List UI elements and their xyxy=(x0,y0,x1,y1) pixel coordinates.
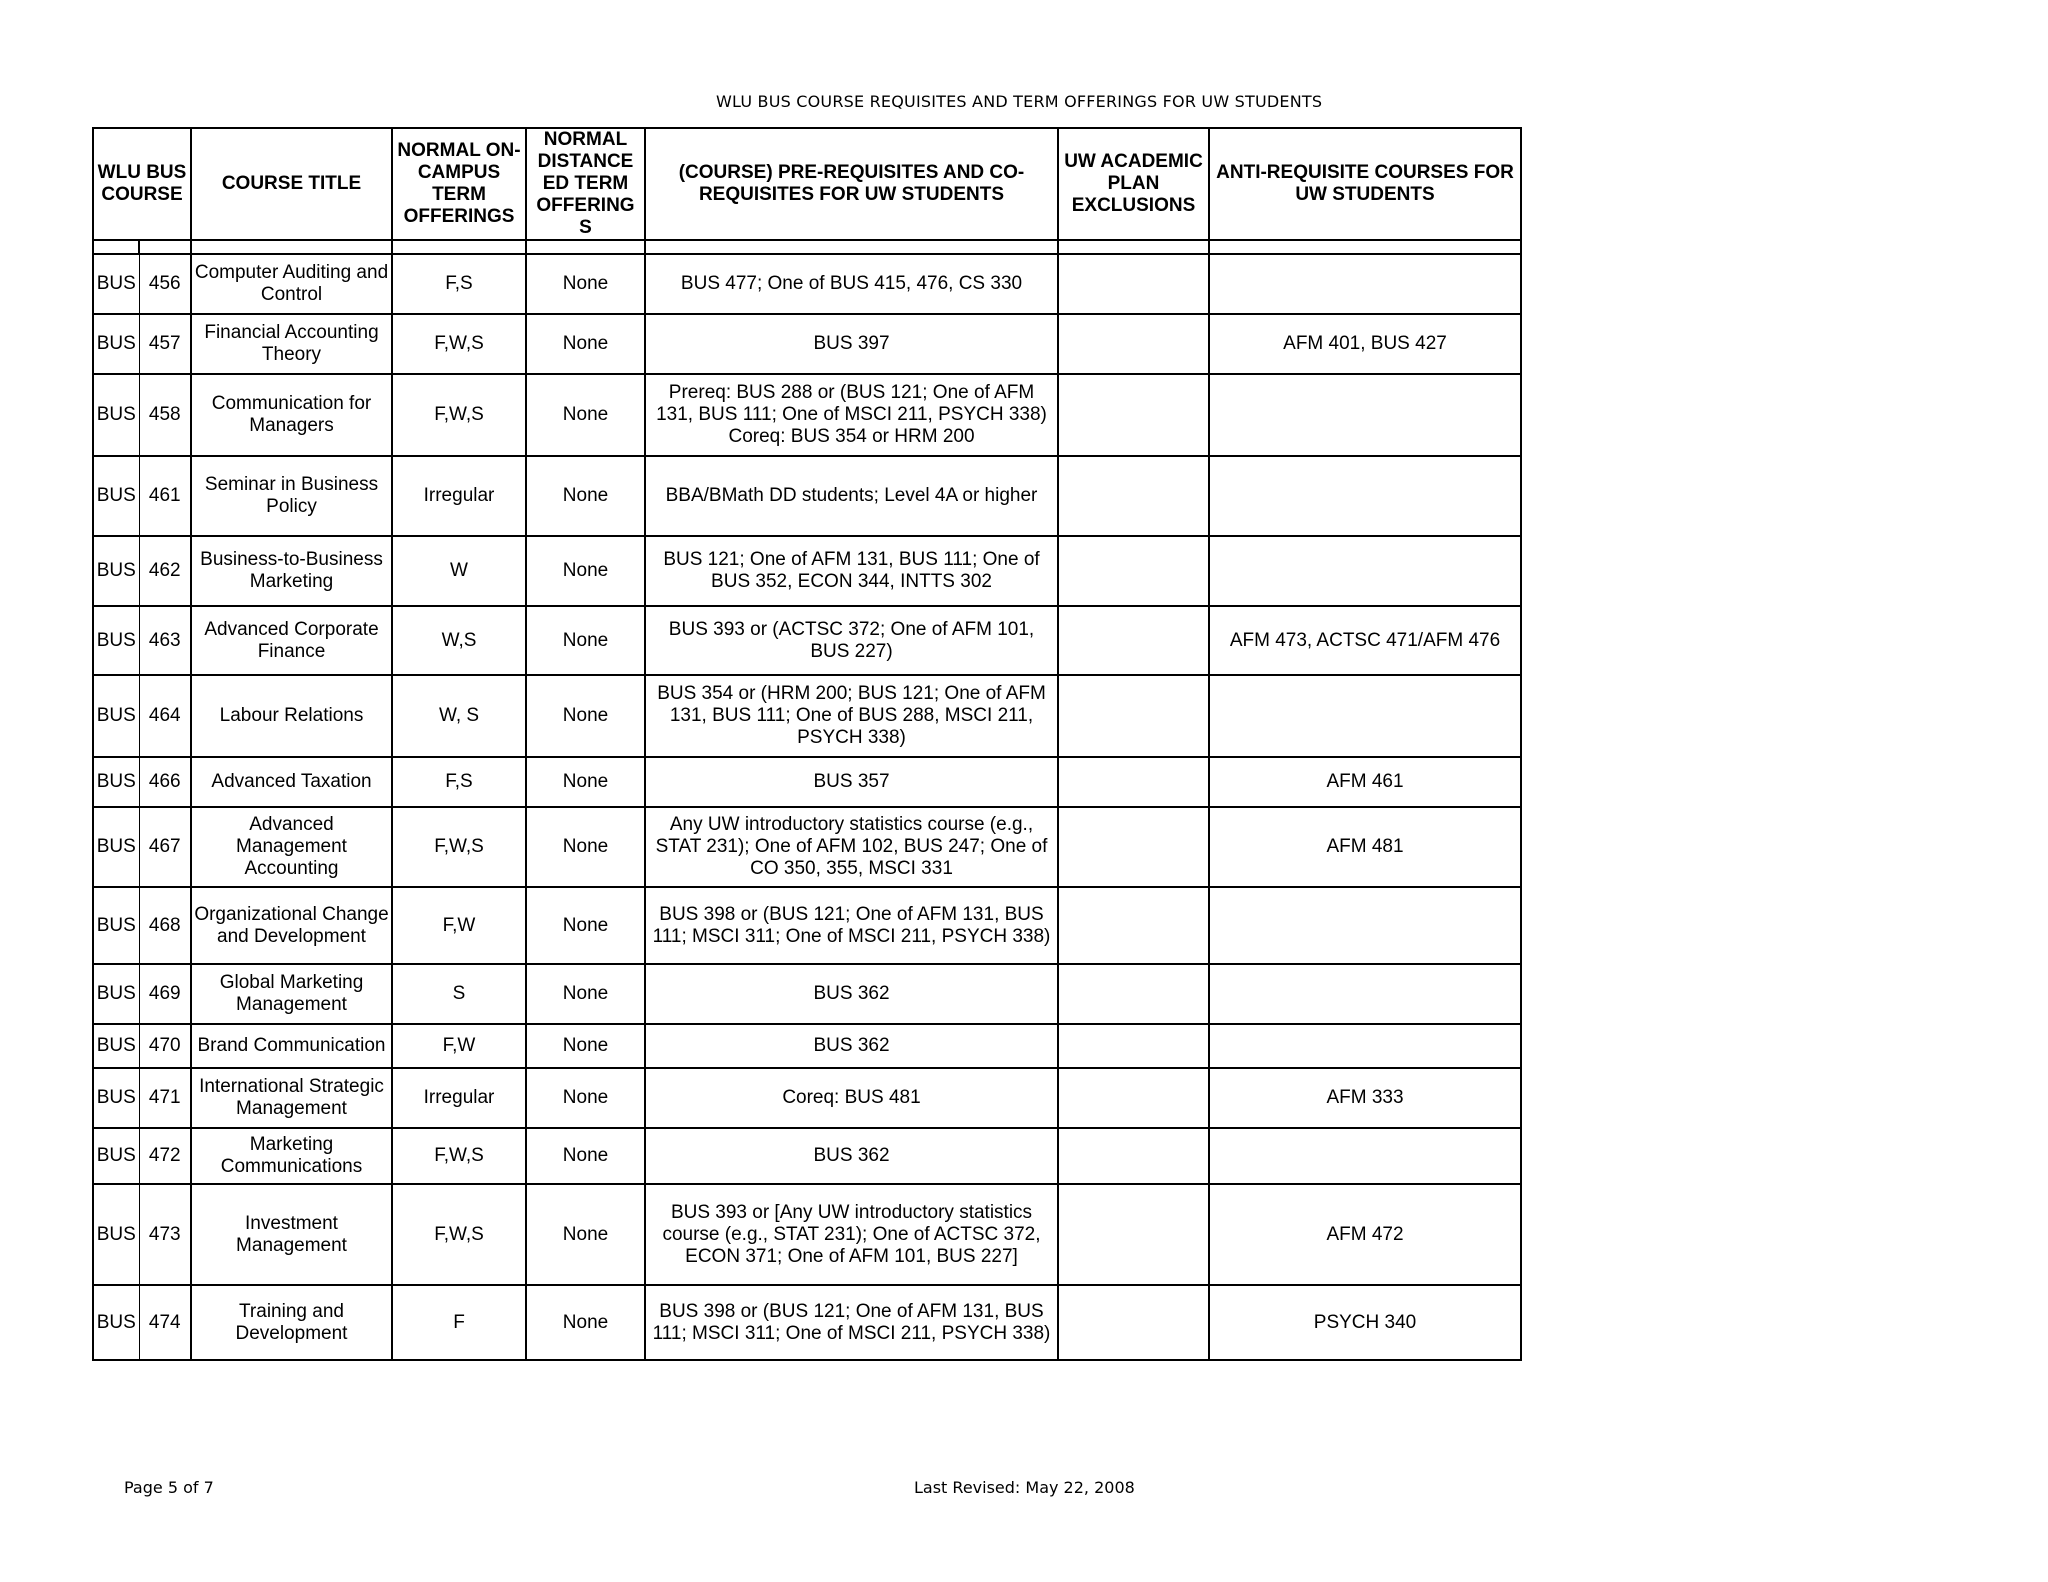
distance-offerings: None xyxy=(526,314,645,374)
header-title: COURSE TITLE xyxy=(191,128,392,240)
course-title: Labour Relations xyxy=(191,675,392,757)
table-row xyxy=(93,1024,1521,1068)
antirequisites xyxy=(1209,675,1521,757)
table-row xyxy=(93,606,1521,675)
prerequisites: Coreq: BUS 481 xyxy=(645,1068,1058,1128)
distance-offerings: None xyxy=(526,536,645,606)
prerequisites: BBA/BMath DD students; Level 4A or higher xyxy=(645,456,1058,536)
plan-exclusions xyxy=(1058,606,1209,675)
course-number: 461 xyxy=(139,456,191,536)
course-subject: BUS xyxy=(93,374,139,456)
prerequisites: BUS 362 xyxy=(645,1024,1058,1068)
plan-exclusions xyxy=(1058,374,1209,456)
spacer-cell xyxy=(93,240,139,254)
prerequisites: BUS 397 xyxy=(645,314,1058,374)
table-row xyxy=(93,757,1521,807)
course-title: Brand Communication xyxy=(191,1024,392,1068)
prerequisites: Prereq: BUS 288 or (BUS 121; One of AFM 131, BUS 111; One of MSCI 211, PSYCH 338) Coreq: BUS 354 or HRM 200 xyxy=(645,374,1058,456)
antirequisites xyxy=(1209,456,1521,536)
antirequisites: AFM 333 xyxy=(1209,1068,1521,1128)
antirequisites: AFM 401, BUS 427 xyxy=(1209,314,1521,374)
oncampus-offerings: S xyxy=(392,964,526,1024)
antirequisites: AFM 472 xyxy=(1209,1184,1521,1285)
header-prereq: (COURSE) PRE-REQUISITES AND CO-REQUISITES FOR UW STUDENTS xyxy=(645,128,1058,240)
distance-offerings: None xyxy=(526,456,645,536)
header-oncampus: NORMAL ON-CAMPUS TERM OFFERINGS xyxy=(392,128,526,240)
antirequisites: AFM 461 xyxy=(1209,757,1521,807)
spacer-cell xyxy=(645,240,1058,254)
plan-exclusions xyxy=(1058,964,1209,1024)
antirequisites xyxy=(1209,374,1521,456)
spacer-cell xyxy=(392,240,526,254)
header-row xyxy=(93,128,1521,240)
oncampus-offerings: F,S xyxy=(392,757,526,807)
distance-offerings: None xyxy=(526,606,645,675)
course-subject: BUS xyxy=(93,456,139,536)
course-subject: BUS xyxy=(93,964,139,1024)
table-row xyxy=(93,1128,1521,1184)
distance-offerings: None xyxy=(526,1024,645,1068)
prerequisites: BUS 121; One of AFM 131, BUS 111; One of BUS 352, ECON 344, INTTS 302 xyxy=(645,536,1058,606)
antirequisites xyxy=(1209,1128,1521,1184)
table-row xyxy=(93,456,1521,536)
plan-exclusions xyxy=(1058,536,1209,606)
course-title: Advanced Management Accounting xyxy=(191,807,392,887)
antirequisites xyxy=(1209,254,1521,314)
header-antireq: ANTI-REQUISITE COURSES FOR UW STUDENTS xyxy=(1209,128,1521,240)
spacer-cell xyxy=(526,240,645,254)
plan-exclusions xyxy=(1058,1184,1209,1285)
oncampus-offerings: F,W,S xyxy=(392,314,526,374)
last-revised: Last Revised: May 22, 2008 xyxy=(914,1478,1135,1497)
course-title: International Strategic Management xyxy=(191,1068,392,1128)
oncampus-offerings: F,W xyxy=(392,1024,526,1068)
document-title: WLU BUS COURSE REQUISITES AND TERM OFFERINGS FOR UW STUDENTS xyxy=(716,92,1323,111)
table-row xyxy=(93,1068,1521,1128)
antirequisites: AFM 473, ACTSC 471/AFM 476 xyxy=(1209,606,1521,675)
course-subject: BUS xyxy=(93,1068,139,1128)
plan-exclusions xyxy=(1058,1024,1209,1068)
spacer-cell xyxy=(191,240,392,254)
oncampus-offerings: F,W,S xyxy=(392,374,526,456)
antirequisites: AFM 481 xyxy=(1209,807,1521,887)
course-subject: BUS xyxy=(93,1184,139,1285)
prerequisites: BUS 362 xyxy=(645,1128,1058,1184)
distance-offerings: None xyxy=(526,675,645,757)
course-subject: BUS xyxy=(93,757,139,807)
plan-exclusions xyxy=(1058,757,1209,807)
course-title: Financial Accounting Theory xyxy=(191,314,392,374)
oncampus-offerings: Irregular xyxy=(392,456,526,536)
table-row xyxy=(93,314,1521,374)
course-number: 472 xyxy=(139,1128,191,1184)
course-number: 473 xyxy=(139,1184,191,1285)
course-number: 467 xyxy=(139,807,191,887)
oncampus-offerings: F,S xyxy=(392,254,526,314)
table-row xyxy=(93,807,1521,887)
course-subject: BUS xyxy=(93,606,139,675)
prerequisites: BUS 477; One of BUS 415, 476, CS 330 xyxy=(645,254,1058,314)
table-row xyxy=(93,374,1521,456)
distance-offerings: None xyxy=(526,254,645,314)
header-course: WLU BUS COURSE xyxy=(93,128,191,240)
plan-exclusions xyxy=(1058,254,1209,314)
prerequisites: BUS 398 or (BUS 121; One of AFM 131, BUS 111; MSCI 311; One of MSCI 211, PSYCH 338) xyxy=(645,1285,1058,1360)
course-number: 471 xyxy=(139,1068,191,1128)
plan-exclusions xyxy=(1058,1128,1209,1184)
header-distance: NORMAL DISTANCE ED TERM OFFERING S xyxy=(526,128,645,240)
distance-offerings: None xyxy=(526,757,645,807)
table-row xyxy=(93,1285,1521,1360)
table-row xyxy=(93,536,1521,606)
distance-offerings: None xyxy=(526,807,645,887)
plan-exclusions xyxy=(1058,1285,1209,1360)
distance-offerings: None xyxy=(526,1285,645,1360)
course-subject: BUS xyxy=(93,1024,139,1068)
oncampus-offerings: Irregular xyxy=(392,1068,526,1128)
oncampus-offerings: F,W,S xyxy=(392,807,526,887)
antirequisites xyxy=(1209,964,1521,1024)
spacer-cell xyxy=(1058,240,1209,254)
course-title: Marketing Communications xyxy=(191,1128,392,1184)
course-subject: BUS xyxy=(93,314,139,374)
page-number: Page 5 of 7 xyxy=(124,1478,214,1497)
distance-offerings: None xyxy=(526,1128,645,1184)
table-row xyxy=(93,675,1521,757)
oncampus-offerings: F,W,S xyxy=(392,1184,526,1285)
course-subject: BUS xyxy=(93,1128,139,1184)
course-number: 474 xyxy=(139,1285,191,1360)
course-number: 469 xyxy=(139,964,191,1024)
distance-offerings: None xyxy=(526,374,645,456)
oncampus-offerings: F,W,S xyxy=(392,1128,526,1184)
course-number: 466 xyxy=(139,757,191,807)
course-title: Communication for Managers xyxy=(191,374,392,456)
antirequisites xyxy=(1209,1024,1521,1068)
plan-exclusions xyxy=(1058,675,1209,757)
header-exclusions: UW ACADEMIC PLAN EXCLUSIONS xyxy=(1058,128,1209,240)
distance-offerings: None xyxy=(526,1068,645,1128)
prerequisites: BUS 393 or (ACTSC 372; One of AFM 101, BUS 227) xyxy=(645,606,1058,675)
distance-offerings: None xyxy=(526,964,645,1024)
plan-exclusions xyxy=(1058,1068,1209,1128)
spacer-cell xyxy=(139,240,191,254)
requisites-table xyxy=(92,127,1522,1361)
distance-offerings: None xyxy=(526,887,645,964)
oncampus-offerings: W, S xyxy=(392,675,526,757)
prerequisites: BUS 398 or (BUS 121; One of AFM 131, BUS 111; MSCI 311; One of MSCI 211, PSYCH 338) xyxy=(645,887,1058,964)
oncampus-offerings: F xyxy=(392,1285,526,1360)
plan-exclusions xyxy=(1058,314,1209,374)
course-title: Investment Management xyxy=(191,1184,392,1285)
course-number: 464 xyxy=(139,675,191,757)
course-title: Global Marketing Management xyxy=(191,964,392,1024)
oncampus-offerings: W xyxy=(392,536,526,606)
course-title: Computer Auditing and Control xyxy=(191,254,392,314)
course-number: 470 xyxy=(139,1024,191,1068)
prerequisites: BUS 354 or (HRM 200; BUS 121; One of AFM 131, BUS 111; One of BUS 288, MSCI 211, PSYCH 338) xyxy=(645,675,1058,757)
course-subject: BUS xyxy=(93,887,139,964)
course-number: 456 xyxy=(139,254,191,314)
course-subject: BUS xyxy=(93,254,139,314)
prerequisites: BUS 393 or [Any UW introductory statistics course (e.g., STAT 231); One of ACTSC 372, ECON 371; One of AFM 101, BUS 227] xyxy=(645,1184,1058,1285)
spacer-cell xyxy=(1209,240,1521,254)
course-subject: BUS xyxy=(93,1285,139,1360)
course-title: Training and Development xyxy=(191,1285,392,1360)
table-row xyxy=(93,1184,1521,1285)
prerequisites: BUS 362 xyxy=(645,964,1058,1024)
table-row xyxy=(93,887,1521,964)
oncampus-offerings: W,S xyxy=(392,606,526,675)
antirequisites xyxy=(1209,536,1521,606)
plan-exclusions xyxy=(1058,887,1209,964)
course-number: 462 xyxy=(139,536,191,606)
prerequisites: BUS 357 xyxy=(645,757,1058,807)
oncampus-offerings: F,W xyxy=(392,887,526,964)
antirequisites: PSYCH 340 xyxy=(1209,1285,1521,1360)
distance-offerings: None xyxy=(526,1184,645,1285)
course-title: Advanced Taxation xyxy=(191,757,392,807)
course-number: 468 xyxy=(139,887,191,964)
course-subject: BUS xyxy=(93,675,139,757)
course-title: Business-to-Business Marketing xyxy=(191,536,392,606)
plan-exclusions xyxy=(1058,456,1209,536)
course-subject: BUS xyxy=(93,536,139,606)
course-number: 457 xyxy=(139,314,191,374)
course-title: Organizational Change and Development xyxy=(191,887,392,964)
course-number: 458 xyxy=(139,374,191,456)
table-row xyxy=(93,964,1521,1024)
plan-exclusions xyxy=(1058,807,1209,887)
table-row xyxy=(93,254,1521,314)
course-subject: BUS xyxy=(93,807,139,887)
course-title: Seminar in Business Policy xyxy=(191,456,392,536)
header-spacer-row xyxy=(93,240,1521,254)
course-number: 463 xyxy=(139,606,191,675)
course-title: Advanced Corporate Finance xyxy=(191,606,392,675)
prerequisites: Any UW introductory statistics course (e.g., STAT 231); One of AFM 102, BUS 247; One of CO 350, 355, MSCI 331 xyxy=(645,807,1058,887)
antirequisites xyxy=(1209,887,1521,964)
